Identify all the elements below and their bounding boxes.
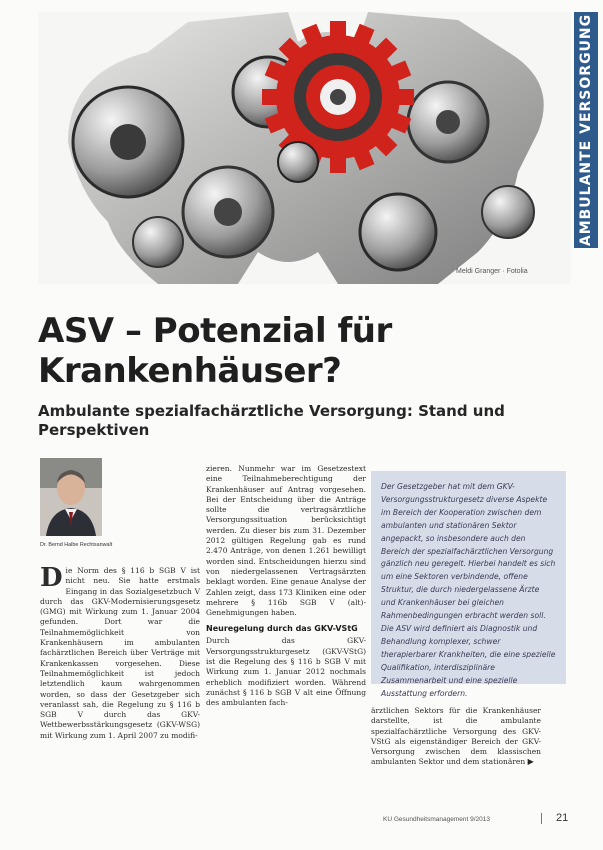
column-3 xyxy=(371,706,541,768)
column-2-text-2: Durch das GKV-Versorgungsstrukturgesetz (GKV-VStG) ist die Regelung des § 116 b SGB V mit Wirkung zum 1. Januar 2012 nochmals erheblich modifiziert worden. Während zunächst § 116 b SGB V alt eine Öffnung des ambulanten fach- xyxy=(206,636,366,708)
footer-divider xyxy=(541,813,542,824)
column-1-text: ie Norm des § 116 b SGB V ist nicht neu. Sie hatte erstmals Eingang in das Sozialgesetzbuch V durch das GKV-Modernisierungsgesetz (GMG) mit Wirkung zum 1. Januar 2004 gefunden. Dort war die Teilnahmemöglichkeit von Krankenhäusern im ambulanten fachärztlichen Bereich über Verträge mit Krankenkassen vorgesehen. Diese Teilnahmemöglichkeit ist jedoch letztendlich kaum wahrgenommen worden, so dass der Gesetzgeber sich veranlasst sah, die Regelung zu § 116 b SGB V durch das GKV-Wettbewerbsstärkungsgesetz (GKV-WSG) mit Wirkung zum 1. April 2007 zu modifi- xyxy=(40,566,200,740)
page-number: 21 xyxy=(556,812,569,824)
column-3-text: ärztlichen Sektors für die Krankenhäuser darstellte, ist die ambulante spezialfachärztliche Versorgung des GKV-VStG als eigenständiger Bereich der GKV-Versorgung zwischen dem klassischen ambulanten Sektor und dem stationären xyxy=(371,706,541,767)
article-subtitle: Ambulante spezialfachärztliche Versorgung: Stand und Perspektiven xyxy=(38,402,505,439)
continue-arrow-icon: ▶ xyxy=(527,757,534,767)
column-2 xyxy=(206,464,366,709)
article-title: ASV – Potenzial für Krankenhäuser? xyxy=(38,311,392,391)
author-caption: Dr. Bernd Halbe Rechtsanwalt xyxy=(40,542,113,548)
drop-cap: D xyxy=(40,563,63,593)
section-tab xyxy=(574,12,598,248)
callout-text: Der Gesetzgeber hat mit dem GKV-Versorgungsstrukturgesetz diverse Aspekte im Bereich der Kooperation zwischen dem ambulanten und stationären Sektor angepackt, so insbesondere auch den Bereich der spezialfachärztlichen Versorgung gänzlich neu geregelt. Hierbei handelt es sich um eine Sektoren verbindende, offene Struktur, die durch niedergelassene Ärzte und Krankenhäuser bei gleichen Rahmenbedingungen erbracht werden soll. Die ASV wird definiert als Diagnostik und Behandlung komplexer, schwer therapierbarer Krankheiten, die eine spezielle Qualifikation, interdisziplinäre Zusammenarbeit und eine spezielle Ausstattung erfordern. xyxy=(381,482,556,698)
footer-journal: KU Gesundheitsmanagement 9/2013 xyxy=(383,816,490,823)
image-credit: Meldi Granger · Fotolia xyxy=(456,268,528,275)
section-tab-label: AMBULANTE VERSORGUNG xyxy=(578,13,594,247)
hero-illustration xyxy=(38,12,571,284)
column-1 xyxy=(40,563,200,741)
callout-box xyxy=(371,471,566,698)
column-2-text: zieren. Nunmehr war im Gesetzestext eine Teilnahmeberechtigung der Krankenhäuser auf Antrag vorgesehen. Bei der Entscheidung über die Anträge sollte die vertragsärztliche Versorgungssituation berücksichtigt werden. Zu dieser bis zum 31. Dezember 2012 gültigen Regelung gab es rund 2.470 Anträge, von denen 1.261 bewilligt worden sind. Entscheidungen hierzu sind von niedergelassenen Vertragsärzten beklagt worden. Eine genaue Analyse der Zahlen zeigt, dass 173 Kliniken eine oder mehrere § 116b SGB V (alt)-Genehmigungen haben. xyxy=(206,464,366,618)
author-photo xyxy=(40,458,102,536)
gears-puzzle-illustration xyxy=(38,12,571,284)
section-heading: Neuregelung durch das GKV-VStG xyxy=(206,624,358,634)
